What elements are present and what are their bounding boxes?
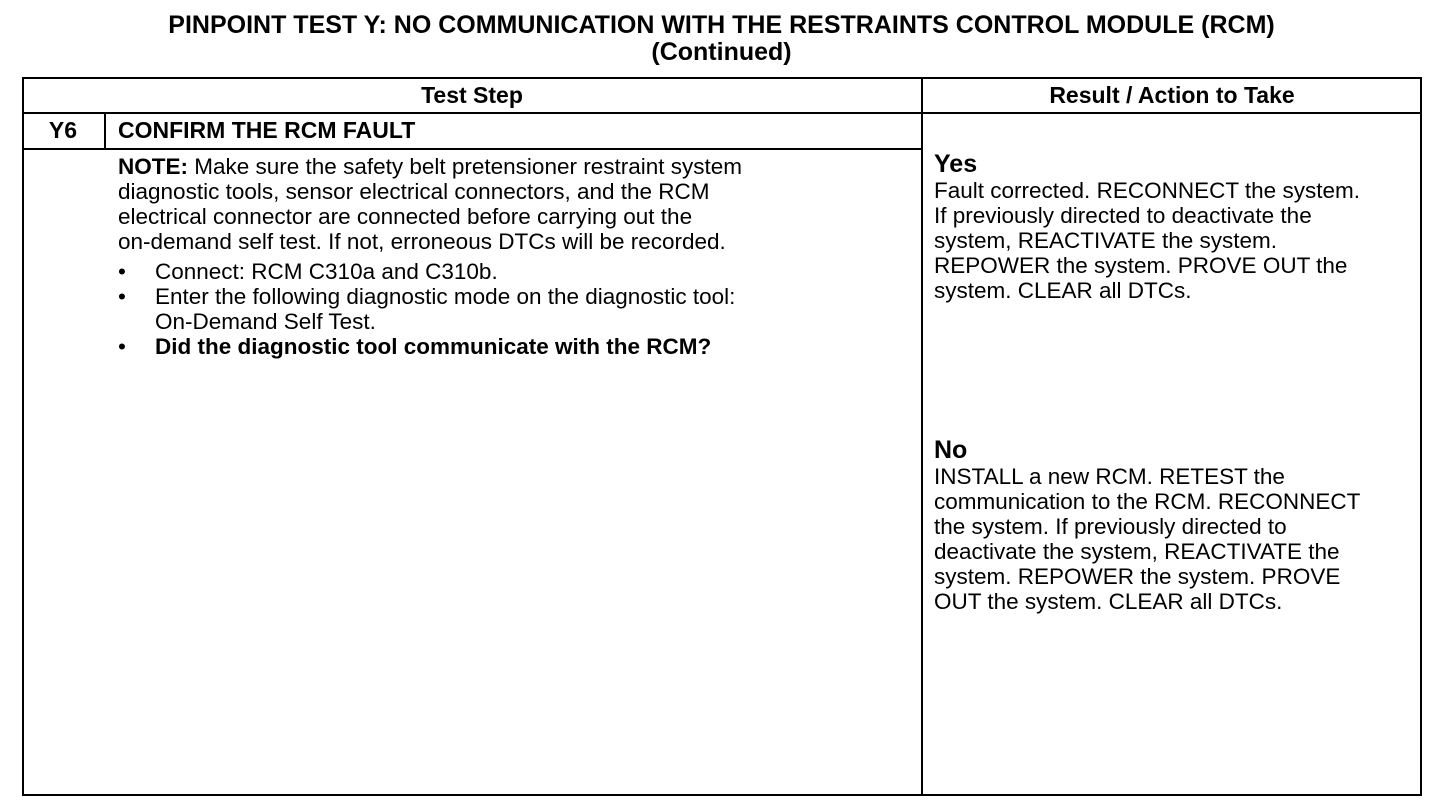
result-no-label: No xyxy=(934,436,968,464)
result-line: INSTALL a new RCM. RETEST the xyxy=(934,464,1285,489)
result-yes-label: Yes xyxy=(934,150,978,178)
step-note xyxy=(118,154,918,254)
step-id: Y6 xyxy=(48,117,78,143)
result-no xyxy=(934,437,1419,614)
step-title: CONFIRM THE RCM FAULT xyxy=(118,117,416,143)
step-action-item xyxy=(118,259,918,284)
column-divider xyxy=(921,77,923,796)
result-no-action xyxy=(934,464,1419,614)
result-yes xyxy=(934,151,1419,303)
title-line-1: PINPOINT TEST Y: NO COMMUNICATION WITH THE RESTRAINTS CONTROL MODULE (RCM) xyxy=(168,11,1275,39)
header-divider xyxy=(22,112,1422,114)
result-yes-action xyxy=(934,178,1419,303)
note-line: diagnostic tools, sensor electrical connectors, and the RCM xyxy=(118,179,710,204)
header-result-action: Result / Action to Take xyxy=(1049,82,1295,108)
step-title-divider xyxy=(22,148,922,150)
title-line-2: (Continued) xyxy=(651,38,792,66)
step-action-text: Connect: RCM C310a and C310b. xyxy=(155,259,498,284)
result-line: the system. If previously directed to xyxy=(934,514,1287,539)
step-question-text: Did the diagnostic tool communicate with the RCM? xyxy=(155,334,712,359)
result-line: system, REACTIVATE the system. xyxy=(934,228,1277,253)
step-action-continuation: On-Demand Self Test. xyxy=(155,309,376,334)
note-label: NOTE: xyxy=(118,154,188,179)
step-question xyxy=(118,334,918,359)
step-action-item xyxy=(118,284,918,334)
result-line: OUT the system. CLEAR all DTCs. xyxy=(934,589,1283,614)
result-line: system. CLEAR all DTCs. xyxy=(934,278,1192,303)
result-line: Fault corrected. RECONNECT the system. xyxy=(934,178,1360,203)
result-line: deactivate the system, REACTIVATE the xyxy=(934,539,1340,564)
result-line: communication to the RCM. RECONNECT xyxy=(934,489,1361,514)
note-line: electrical connector are connected before carrying out the xyxy=(118,204,693,229)
header-test-step: Test Step xyxy=(421,82,523,108)
result-line: system. REPOWER the system. PROVE xyxy=(934,564,1341,589)
step-actions xyxy=(118,259,918,359)
note-line: on-demand self test. If not, erroneous DTCs will be recorded. xyxy=(118,229,726,254)
note-line: Make sure the safety belt pretensioner restraint system xyxy=(188,154,742,179)
step-id-divider xyxy=(104,112,106,149)
page-title xyxy=(0,12,1443,66)
result-line: If previously directed to deactivate the xyxy=(934,203,1312,228)
result-line: REPOWER the system. PROVE OUT the xyxy=(934,253,1348,278)
step-action-text: Enter the following diagnostic mode on the diagnostic tool: xyxy=(155,284,736,309)
